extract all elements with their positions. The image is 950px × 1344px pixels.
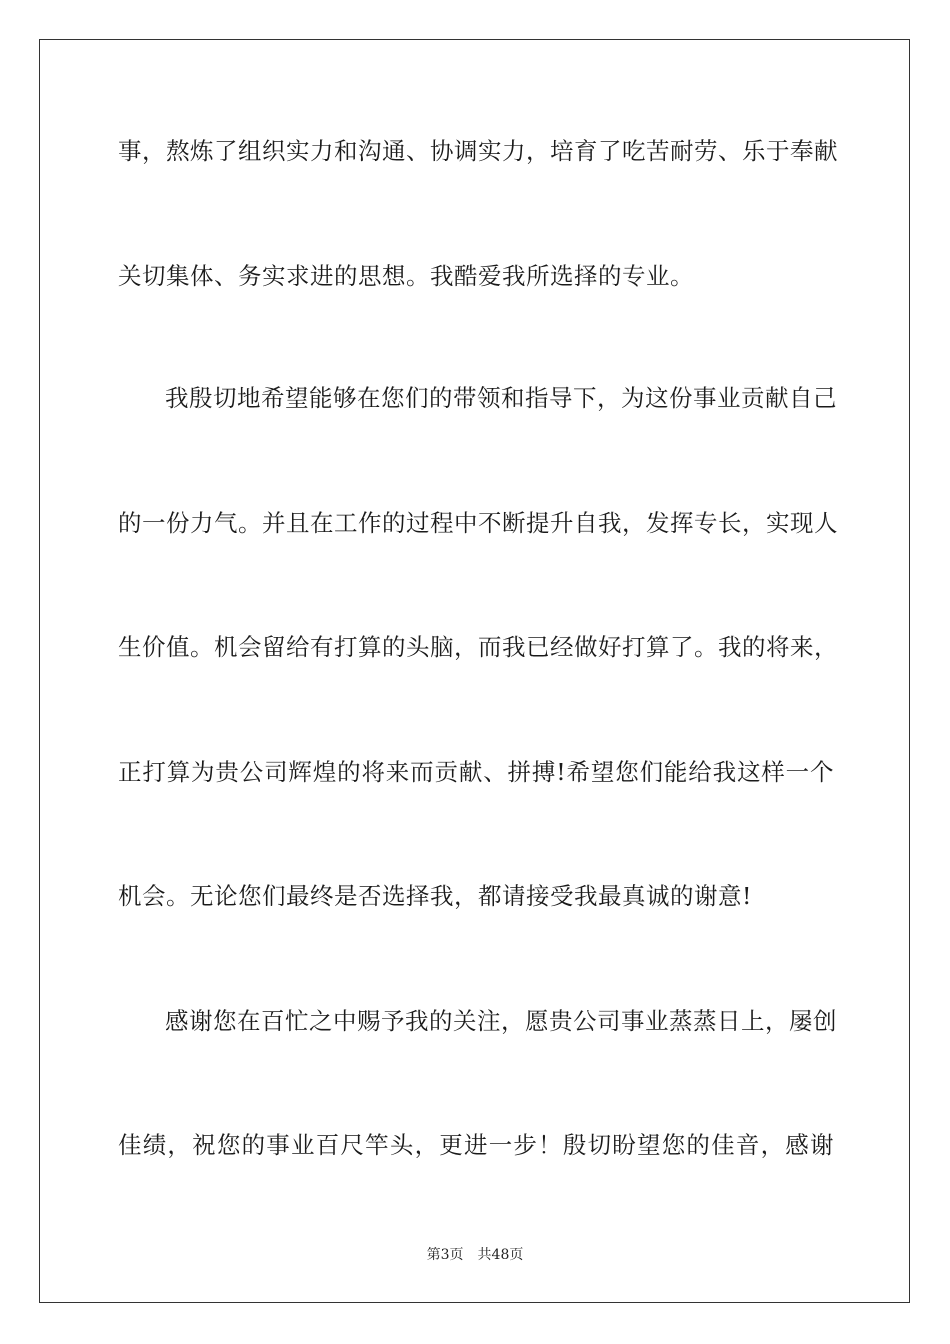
- body-line-8: 感谢您在百忙之中赐予我的关注，愿贵公司事业蒸蒸日上，屡创: [165, 1007, 837, 1035]
- body-line-6: 正打算为贵公司辉煌的将来而贡献、拼搏!希望您们能给我这样一个: [118, 758, 834, 786]
- body-line-9: 佳绩，祝您的事业百尺竿头，更进一步！殷切盼望您的佳音，感谢: [118, 1131, 834, 1159]
- body-line-4: 的一份力气。并且在工作的过程中不断提升自我，发挥专长，实现人: [118, 509, 838, 537]
- body-line-7: 机会。无论您们最终是否选择我，都请接受我最真诚的谢意!: [118, 882, 752, 910]
- body-line-1: 事，熬炼了组织实力和沟通、协调实力，培育了吃苦耐劳、乐于奉献: [118, 137, 838, 165]
- page-footer: [0, 1246, 950, 1264]
- page-number: 第3页: [426, 1247, 464, 1263]
- page-total: 共48页: [477, 1247, 524, 1263]
- body-line-2: 关切集体、务实求进的思想。我酷爱我所选择的专业。: [118, 262, 694, 290]
- body-line-3: 我殷切地希望能够在您们的带领和指导下，为这份事业贡献自己: [165, 384, 837, 412]
- page-border: [39, 39, 910, 1303]
- body-line-5: 生价值。机会留给有打算的头脑，而我已经做好打算了。我的将来，: [118, 633, 838, 661]
